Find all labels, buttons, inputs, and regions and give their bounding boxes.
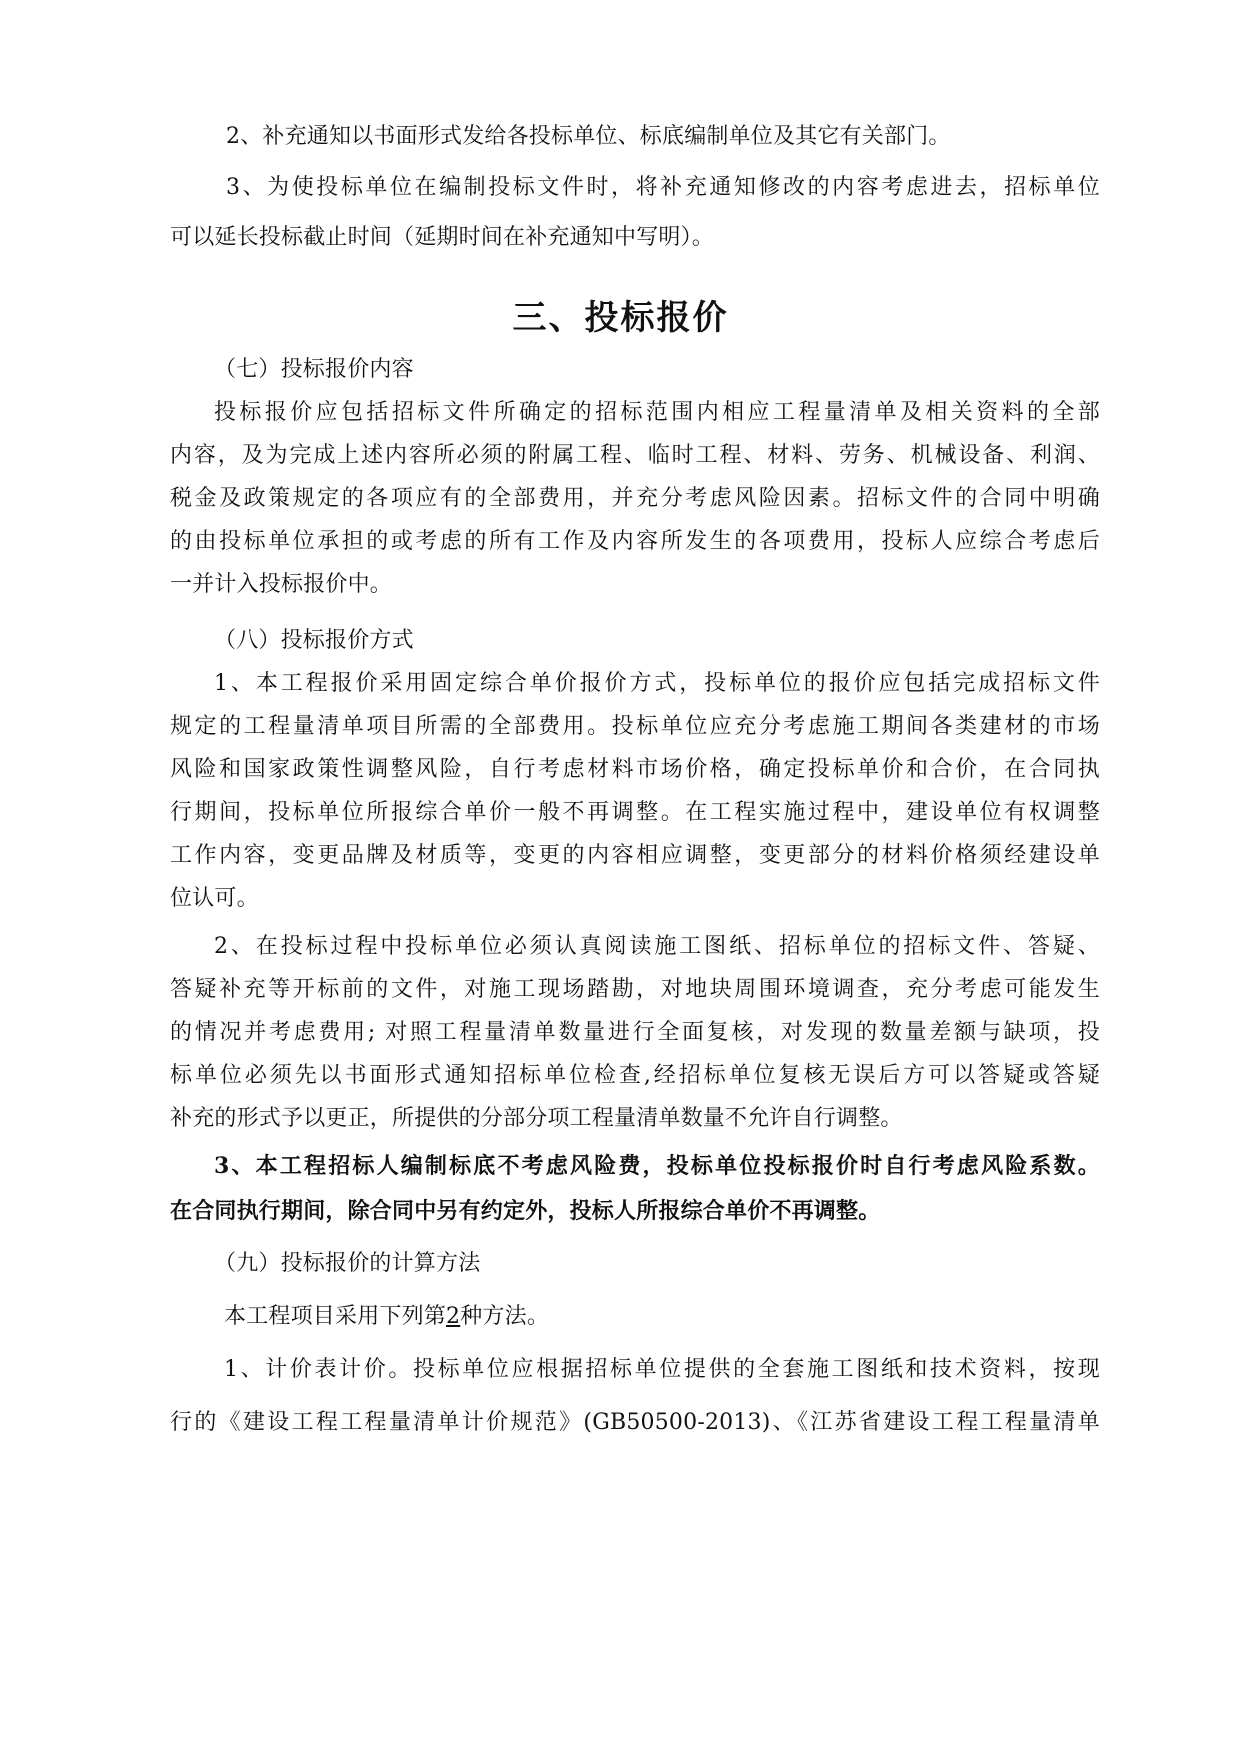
method-number: 2	[446, 1304, 461, 1329]
sub7-line-5: 一并计入投标报价中。	[170, 572, 393, 597]
sub7-line-1: 投标报价应包括招标文件所确定的招标范围内相应工程量清单及相关资料的全部	[214, 400, 1100, 425]
sub7-heading: （七）投标报价内容	[214, 357, 414, 382]
sub8-item3-line-2: 在合同执行期间，除合同中另有约定外，投标人所报综合单价不再调整。	[170, 1198, 881, 1224]
notice-item-3-line-2: 可以延长投标截止时间（延期时间在补充通知中写明）。	[170, 225, 715, 250]
sub7-line-2: 内容，及为完成上述内容所必须的附属工程、临时工程、材料、劳务、机械设备、利润、	[170, 443, 1100, 468]
sub9-method-sentence	[224, 1302, 549, 1332]
method-suffix: 种方法。	[460, 1304, 550, 1329]
sub8-item1-line-2: 规定的工程量清单项目所需的全部费用。投标单位应充分考虑施工期间各类建材的市场	[170, 714, 1100, 739]
sub8-item1-line-4: 行期间，投标单位所报综合单价一般不再调整。在工程实施过程中，建设单位有权调整	[170, 800, 1100, 825]
sub8-item1-line-3: 风险和国家政策性调整风险，自行考虑材料市场价格，确定投标单价和合价，在合同执	[170, 757, 1100, 782]
sub9-item1-line-1: 1、计价表计价。投标单位应根据招标单位提供的全套施工图纸和技术资料，按现	[224, 1357, 1100, 1382]
sub8-item1-line-5: 工作内容，变更品牌及材质等，变更的内容相应调整，变更部分的材料价格须经建设单	[170, 843, 1100, 868]
sub8-item2-line-2: 答疑补充等开标前的文件，对施工现场踏勘，对地块周围环境调查，充分考虑可能发生	[170, 977, 1100, 1002]
sub8-item1-line-1: 1、本工程报价采用固定综合单价报价方式，投标单位的报价应包括完成招标文件	[214, 671, 1100, 696]
sub8-item3-line-1: 3、本工程招标人编制标底不考虑风险费，投标单位投标报价时自行考虑风险系数。	[214, 1153, 1100, 1179]
sub7-line-4: 的由投标单位承担的或考虑的所有工作及内容所发生的各项费用，投标人应综合考虑后	[170, 529, 1100, 554]
sub9-item1-line-2: 行的《建设工程工程量清单计价规范》(GB50500-2013)、《江苏省建设工程工程量清单	[170, 1410, 1100, 1435]
sub9-heading: （九）投标报价的计算方法	[214, 1251, 481, 1276]
sub8-item2-line-3: 的情况并考虑费用; 对照工程量清单数量进行全面复核，对发现的数量差额与缺项，投	[170, 1020, 1100, 1045]
section-title: 三、投标报价	[512, 298, 729, 338]
sub8-item2-line-4: 标单位必须先以书面形式通知招标单位检查,经招标单位复核无误后方可以答疑或答疑	[170, 1063, 1100, 1088]
sub8-item2-line-1: 2、在投标过程中投标单位必须认真阅读施工图纸、招标单位的招标文件、答疑、	[214, 934, 1100, 959]
sub7-line-3: 税金及政策规定的各项应有的全部费用，并充分考虑风险因素。招标文件的合同中明确	[170, 486, 1100, 511]
sub8-heading: （八）投标报价方式	[214, 628, 414, 653]
sub8-item2-line-5: 补充的形式予以更正，所提供的分部分项工程量清单数量不允许自行调整。	[170, 1106, 903, 1131]
notice-item-3-line-1: 3、为使投标单位在编制投标文件时，将补充通知修改的内容考虑进去，招标单位	[226, 175, 1100, 200]
sub8-item1-line-6: 位认可。	[170, 886, 259, 911]
notice-item-2: 2、补充通知以书面形式发给各投标单位、标底编制单位及其它有关部门。	[226, 124, 951, 149]
method-prefix: 本工程项目采用下列第	[224, 1304, 447, 1329]
